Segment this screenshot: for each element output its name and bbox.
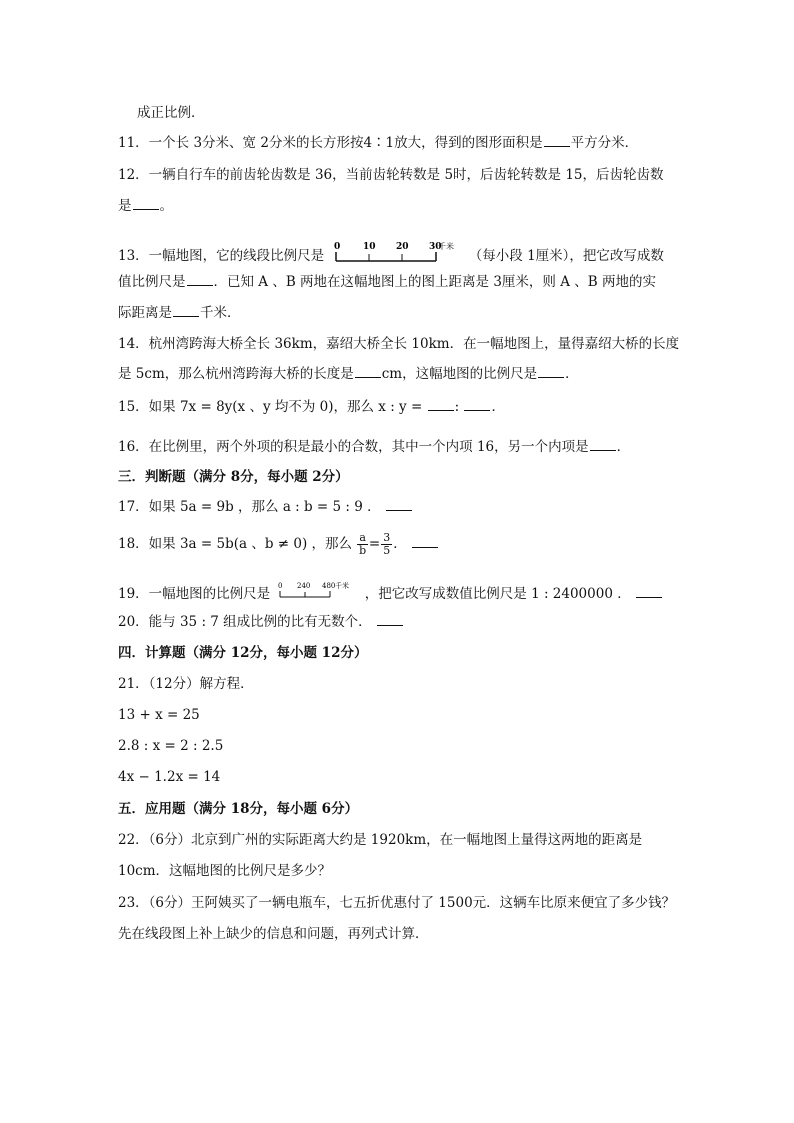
question-13-line3: 际距离是 千米． <box>118 305 241 321</box>
answer-blank[interactable] <box>590 438 616 451</box>
question-19: 19．一幅地图的比例尺是 0 240 480 千米 ，把它改写成数值比例尺是 1 : 2400000 ． <box>118 580 663 604</box>
section-4-heading: 四．计算题（满分 12分，每小题 12分） <box>118 645 368 661</box>
question-12-line2: 是 。 <box>118 198 173 214</box>
tick-label: 240 <box>297 582 311 590</box>
question-23-line1: 23．（6分）王阿姨买了一辆电瓶车，七五折优惠付了 1500元．这辆车比原来便宜了多少钱？ <box>118 895 676 911</box>
section-3-heading: 三．判断题（满分 8分，每小题 2分） <box>118 469 349 485</box>
answer-blank[interactable] <box>538 365 564 378</box>
answer-blank[interactable] <box>412 535 438 548</box>
question-23-line2: 先在线段图上补上缺少的信息和问题，再列式计算． <box>118 926 429 942</box>
question-16: 16．在比例里，两个外项的积是最小的合数，其中一个内项 16，另一个内项是 ． <box>118 439 631 455</box>
section-5-heading: 五．应用题（满分 18分，每小题 6分） <box>118 801 359 817</box>
answer-blank[interactable] <box>133 197 159 210</box>
question-11: 11．一个长 3分米、宽 2分米的长方形按4∶1放大，得到的图形面积是 平方分米． <box>118 135 639 151</box>
q10-tail: 成正比例． <box>137 105 205 121</box>
answer-blank[interactable] <box>187 273 213 286</box>
fraction-a-over-b: $\frac{a}{b}$ <box>359 531 367 557</box>
answer-blank[interactable] <box>173 304 199 317</box>
answer-blank[interactable] <box>386 498 412 511</box>
answer-blank[interactable] <box>544 134 570 147</box>
question-21: 21．（12分）解方程． <box>118 676 254 692</box>
equation-2: 2.8 : x = 2 : 2.5 <box>118 738 224 754</box>
question-22-line1: 22．（6分）北京到广州的实际距离大约是 1920km，在一幅地图上量得这两地的距离是 <box>118 832 643 848</box>
fraction-3-over-5: $\frac{3}{5}$ <box>383 531 391 557</box>
equation-1: 13 + x = 25 <box>118 707 200 723</box>
answer-blank[interactable] <box>428 398 454 411</box>
question-18: 18．如果 3a = 5b(a 、b ≠ 0) ，那么 $\frac{a}{b}$ = $\frac{3}{5}$ ． <box>118 532 439 557</box>
answer-blank[interactable] <box>377 613 403 626</box>
question-17: 17．如果 5a = 9b ，那么 a : b = 5 : 9 ． <box>118 497 413 517</box>
answer-blank[interactable] <box>636 585 662 598</box>
tick-label: 0 <box>278 582 283 590</box>
tick-label: 20 <box>396 242 410 252</box>
question-14-line1: 14．杭州湾跨海大桥全长 36km，嘉绍大桥全长 10km．在一幅地图上，量得嘉绍大桥的长度 <box>118 336 680 352</box>
tick-label: 10 <box>363 242 377 252</box>
unit-label: 千米 <box>438 242 455 251</box>
line-scale-13 <box>334 240 455 266</box>
question-22-line2: 10cm．这幅地图的比例尺是多少？ <box>118 863 332 879</box>
answer-blank[interactable] <box>464 398 490 411</box>
question-20: 20．能与 35 : 7 组成比例的比有无数个． <box>118 612 404 632</box>
question-13-line2: 值比例尺是 ．已知 A 、B 两地在这幅地图上的图上距离是 3厘米，则 A 、B 两地的实 <box>118 274 656 290</box>
question-15: 15．如果 7x = 8y(x 、y 均不为 0)，那么 x : y = : ． <box>118 399 505 415</box>
question-13-line1: 13．一幅地图，它的线段比例尺是 0 10 20 30 千米 （每小段 1厘米），把它改写成数 <box>118 242 664 264</box>
tick-label: 0 <box>334 242 341 252</box>
equation-3: 4x − 1.2x = 14 <box>118 769 221 785</box>
question-14-line2: 是 5cm，那么杭州湾跨海大桥的长度是 cm，这幅地图的比例尺是 ． <box>118 366 579 382</box>
answer-blank[interactable] <box>355 365 381 378</box>
tick-label: 480 <box>322 582 336 590</box>
line-scale-19 <box>278 580 354 602</box>
tick-label: 30 <box>429 242 443 252</box>
question-12-line1: 12．一辆自行车的前齿轮齿数是 36，当前齿轮转数是 5时，后齿轮转数是 15，后齿轮齿数 <box>118 167 664 183</box>
unit-label: 千米 <box>335 582 350 590</box>
